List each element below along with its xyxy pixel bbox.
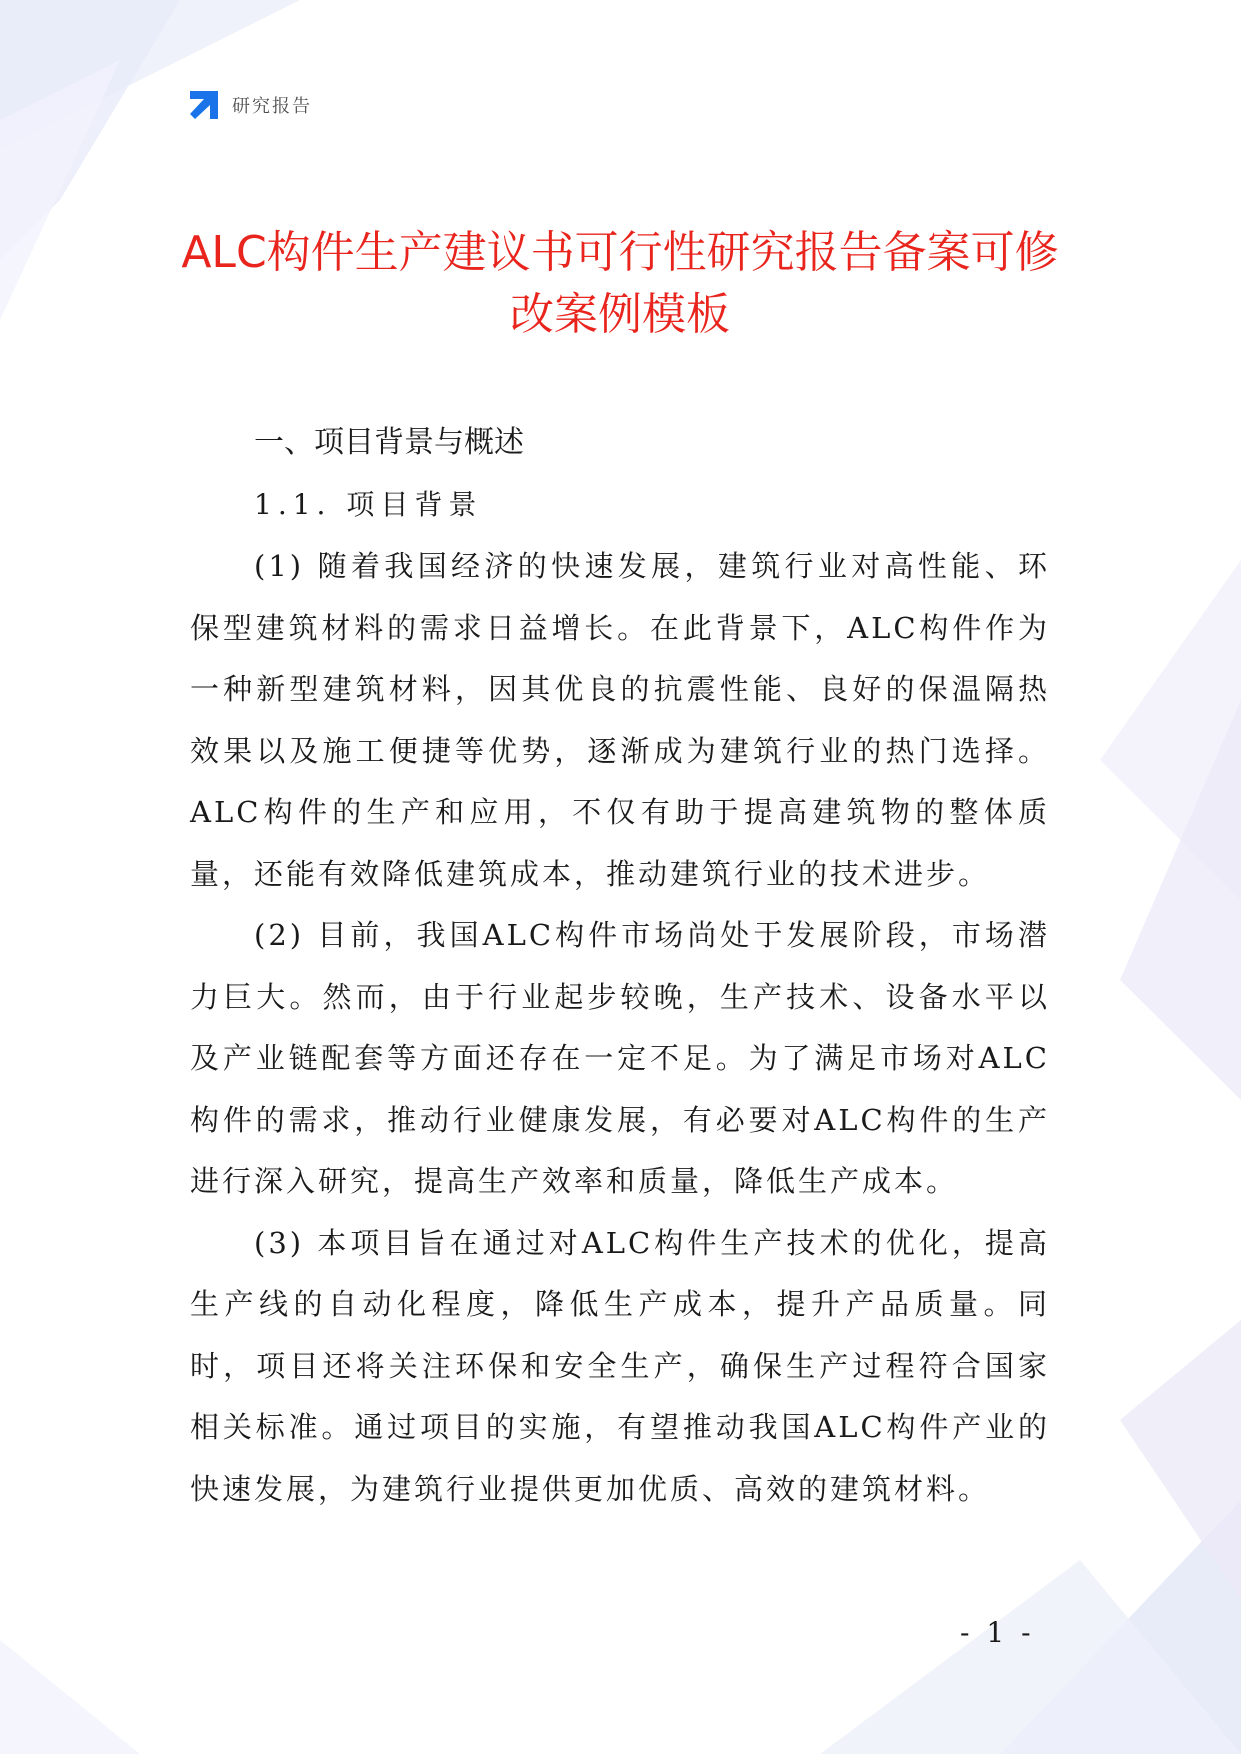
document-body <box>190 412 1050 1520</box>
paragraph-2: (2) 目前，我国ALC构件市场尚处于发展阶段，市场潜力巨大。然而，由于行业起步较晚，生产技术、设备水平以及产业链配套等方面还存在一定不足。为了满足市场对ALC构件的需求，推动行业健康发展，有必要对ALC构件的生产进行深入研究，提高生产效率和质量，降低生产成本。 <box>190 918 1050 1198</box>
subsection-heading: 1.1. 项目背景 <box>254 488 483 521</box>
header-label: 研究报告 <box>232 96 312 117</box>
paragraph-3: (3) 本项目旨在通过对ALC构件生产技术的优化，提高生产线的自动化程度，降低生产成本，提升产品质量。同时，项目还将关注环保和安全生产，确保生产过程符合国家相关标准。通过项目的实施，有望推动我国ALC构件产业的快速发展，为建筑行业提供更加优质、高效的建筑材料。 <box>190 1225 1050 1506</box>
report-header <box>188 88 312 122</box>
paragraph-1: (1) 随着我国经济的快速发展，建筑行业对高性能、环保型建筑材料的需求日益增长。在此背景下，ALC构件作为一种新型建筑材料，因其优良的抗震性能、良好的保温隔热效果以及施工便捷等优势，逐渐成为建筑行业的热门选择。ALC构件的生产和应用，不仅有助于提高建筑物的整体质量，还能有效降低建筑成本，推动建筑行业的技术进步。 <box>190 549 1050 891</box>
page-number: - 1 - <box>960 1616 1035 1649</box>
section-heading: 一、项目背景与概述 <box>254 425 524 460</box>
document-title: ALC构件生产建议书可行性研究报告备案可修改案例模板 <box>181 227 1059 340</box>
arrow-up-right-icon <box>188 89 220 121</box>
